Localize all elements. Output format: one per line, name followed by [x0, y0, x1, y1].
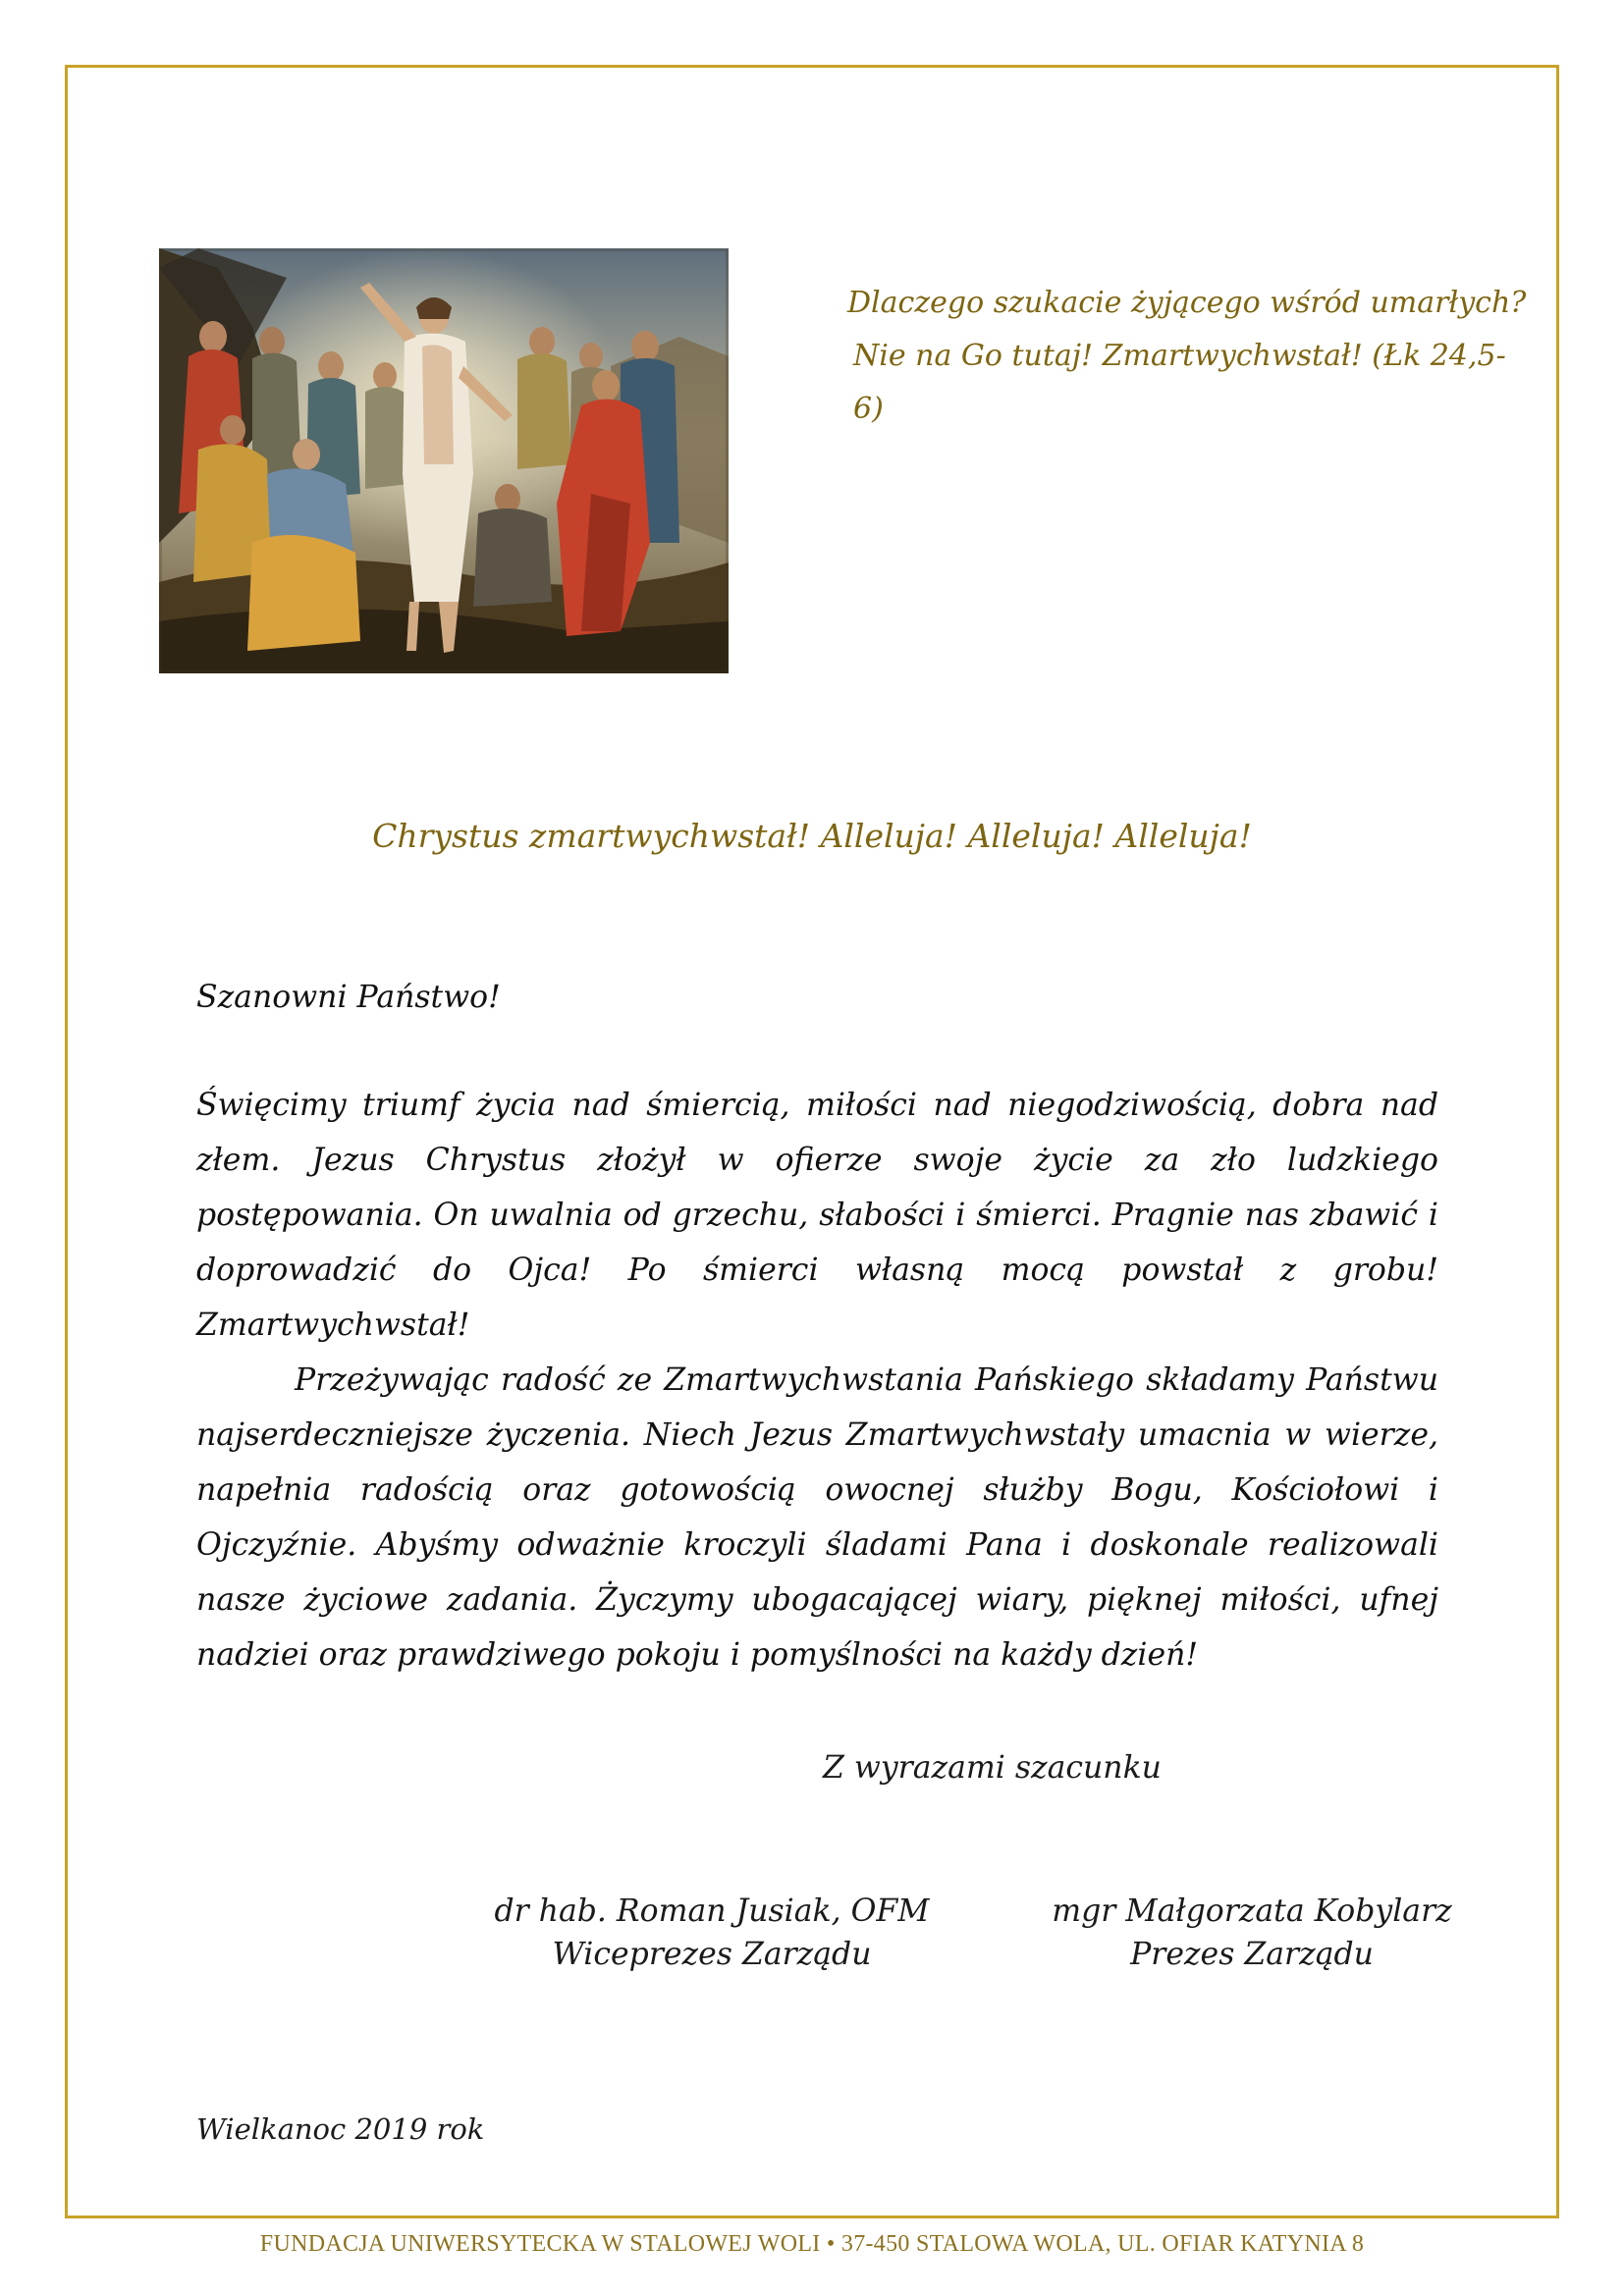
letter-paragraph-2: Przeżywając radość ze Zmartwychwstania Pańskiego składamy Państwu najserdeczniejsze życzenia. Niech Jezus Zmartwychwstały umacnia w wierze, napełnia radością oraz gotowością owocnej służby Bogu, Kościołowi i Ojczyźnie. Abyśmy odważnie kroczyli śladami Pana i doskonale realizowali nasze życiowe zadania. Życzymy ubogacającej wiary, pięknej miłości, ufnej nadziei oraz prawdziwego pokoju i pomyślności na każdy dzień!	[196, 1362, 1438, 1673]
salutation: Szanowni Państwo!	[196, 980, 501, 1015]
quote-line-1: Dlaczego szukacie żyjącego wśród umarłych?	[847, 286, 1527, 320]
letter-paragraph-1: Święcimy triumf życia nad śmiercią, miłości nad niegodziwością, dobra nad złem. Jezus Chrystus złożył w ofierze swoje życie za zło ludzkiego postępowania. On uwalnia od grzechu, słabości i śmierci. Pragnie nas zbawić i doprowadzić do Ojca! Po śmierci własną mocą powstał z grobu! Zmartwychwstał!	[196, 1088, 1438, 1343]
signature-president	[1046, 1890, 1458, 1976]
letter-body	[196, 1078, 1438, 1682]
closing-phrase: Z wyrazami szacunku	[823, 1750, 1162, 1786]
signature-title: Prezes Zarządu	[1130, 1937, 1374, 1972]
signature-name: dr hab. Roman Jusiak, OFM	[494, 1894, 930, 1929]
footer-address: FUNDACJA UNIWERSYTECKA W STALOWEJ WOLI • 37-450 STALOWA WOLA, UL. OFIAR KATYNIA 8	[259, 2231, 1365, 2257]
scripture-quote	[839, 277, 1527, 436]
quote-line-2: Nie na Go tutaj! Zmartwychwstał! (Łk 24,5-6)	[853, 339, 1506, 426]
signature-name: mgr Małgorzata Kobylarz	[1052, 1894, 1452, 1929]
letter-date: Wielkanoc 2019 rok	[196, 2112, 485, 2146]
signature-vice-president	[491, 1890, 933, 1976]
signature-title: Wiceprezes Zarządu	[552, 1937, 872, 1972]
easter-greeting-heading: Chrystus zmartwychwstał! Alleluja! Alleluja! Alleluja!	[372, 817, 1252, 855]
resurrection-painting	[159, 248, 729, 673]
